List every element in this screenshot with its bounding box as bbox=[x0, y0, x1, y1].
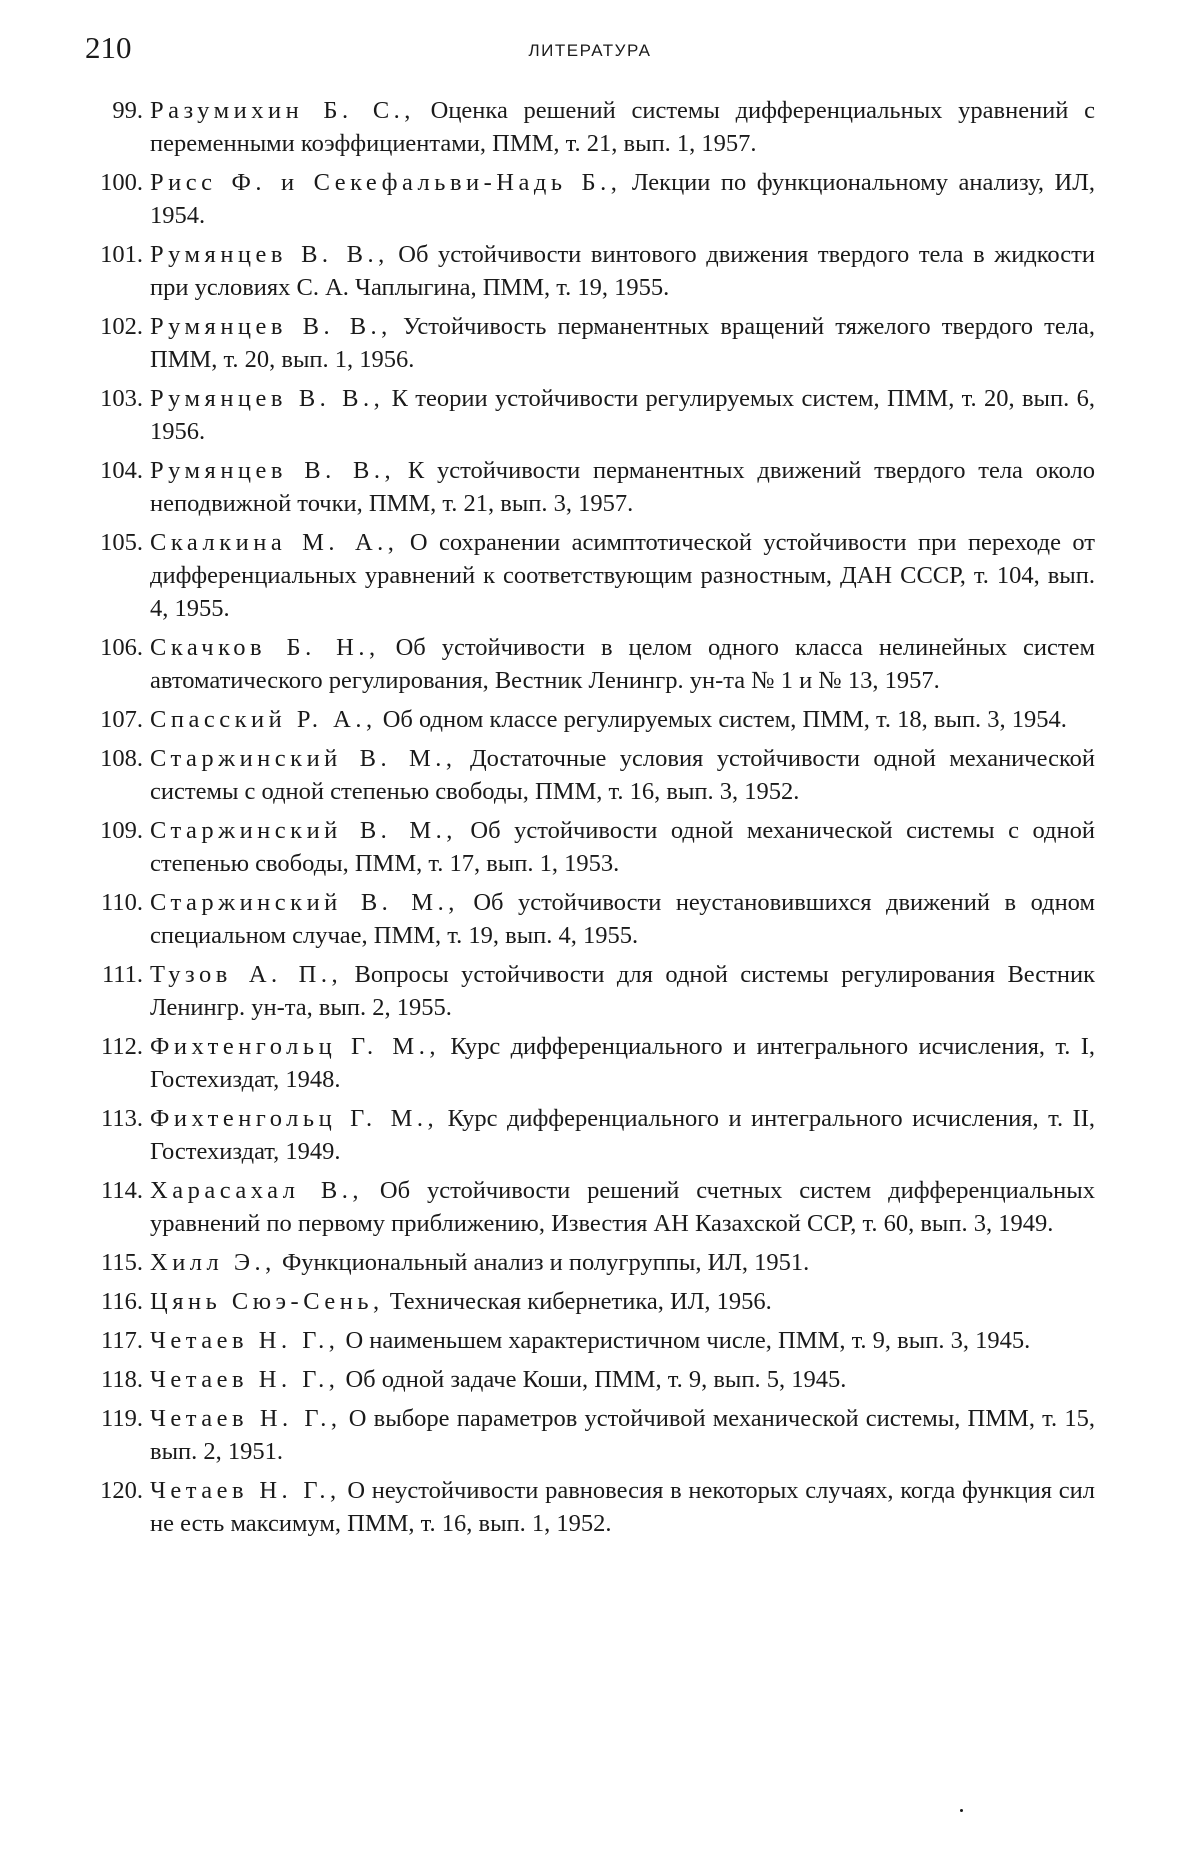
reference-author: Скалкина М. А., bbox=[150, 529, 399, 556]
reference-item bbox=[85, 1402, 1095, 1468]
reference-author: Рисс Ф. и Секефальви-Надь Б., bbox=[150, 169, 622, 196]
reference-item bbox=[85, 526, 1095, 625]
reference-number: 110. bbox=[101, 889, 143, 916]
reference-item bbox=[85, 1324, 1095, 1357]
reference-text: Техническая кибернетика, ИЛ, 1956. bbox=[383, 1288, 772, 1315]
reference-number: 105. bbox=[100, 529, 143, 556]
reference-text: Устойчивость перманентных вращений тяжелого твердого тела, ПММ, т. 20, вып. 1, 1956. bbox=[150, 313, 1095, 373]
reference-number: 102. bbox=[100, 313, 143, 340]
reference-item bbox=[85, 166, 1095, 232]
reference-author: Фихтенгольц Г. М., bbox=[150, 1033, 440, 1060]
reference-author: Румянцев В. В., bbox=[150, 241, 389, 268]
reference-number: 120. bbox=[100, 1477, 143, 1504]
reference-number: 119. bbox=[101, 1405, 143, 1432]
reference-item bbox=[85, 886, 1095, 952]
reference-author: Спасский Р. А., bbox=[150, 706, 377, 733]
reference-text: Лекции по функциональному анализу, ИЛ, 1954. bbox=[150, 169, 1095, 229]
reference-author: Румянцев В. В., bbox=[150, 457, 396, 484]
reference-number: 113. bbox=[101, 1105, 143, 1132]
reference-author: Цянь Сюэ-Сень, bbox=[150, 1288, 384, 1315]
reference-text: О выборе параметров устойчивой механической системы, ПММ, т. 15, вып. 2, 1951. bbox=[150, 1405, 1095, 1465]
reference-text: Об одной задаче Коши, ПММ, т. 9, вып. 5, 1945. bbox=[339, 1366, 847, 1393]
reference-text: Вопросы устойчивости для одной системы регулирования Вестник Ленингр. ун-та, вып. 2, 1955. bbox=[150, 961, 1095, 1021]
reference-author: Румянцев В. В., bbox=[150, 385, 385, 412]
reference-number: 101. bbox=[100, 241, 143, 268]
reference-number: 109. bbox=[100, 817, 143, 844]
reference-list bbox=[85, 94, 1095, 1546]
reference-item bbox=[85, 1030, 1095, 1096]
reference-number: 116. bbox=[101, 1288, 143, 1315]
reference-item bbox=[85, 1363, 1095, 1396]
reference-author: Харасахал В., bbox=[150, 1177, 363, 1204]
reference-text: О сохранении асимптотической устойчивости при переходе от дифференциальных уравнений к соответствующим разностным, ДАН СССР, т. 104, вып. 4, 1955. bbox=[150, 529, 1096, 622]
reference-item bbox=[85, 454, 1095, 520]
reference-item bbox=[85, 1474, 1095, 1540]
reference-author: Четаев Н. Г., bbox=[150, 1405, 342, 1432]
reference-number: 111. bbox=[101, 961, 143, 988]
reference-number: 114. bbox=[101, 1177, 143, 1204]
reference-author: Четаев Н. Г., bbox=[150, 1477, 341, 1504]
reference-number: 99. bbox=[112, 97, 143, 124]
reference-author: Четаев Н. Г., bbox=[150, 1366, 340, 1393]
reference-author: Скачков Б. Н., bbox=[150, 634, 380, 661]
reference-author: Старжинский В. М., bbox=[150, 745, 457, 772]
reference-author: Четаев Н. Г., bbox=[150, 1327, 340, 1354]
reference-author: Фихтенгольц Г. М., bbox=[150, 1105, 439, 1132]
reference-item bbox=[85, 631, 1095, 697]
reference-number: 100. bbox=[100, 169, 143, 196]
page-header bbox=[85, 28, 1095, 72]
reference-text: Достаточные условия устойчивости одной механической системы с одной степенью свободы, ПММ, т. 16, вып. 3, 1952. bbox=[150, 745, 1095, 805]
reference-number: 104. bbox=[100, 457, 143, 484]
reference-text: Курс дифференциального и интегрального исчисления, т. II, Гостехиздат, 1949. bbox=[150, 1105, 1095, 1165]
page-number: 210 bbox=[85, 30, 132, 65]
reference-item bbox=[85, 1102, 1095, 1168]
reference-author: Румянцев В. В., bbox=[150, 313, 392, 340]
reference-text: Об одном классе регулируемых систем, ПММ, т. 18, вып. 3, 1954. bbox=[376, 706, 1067, 733]
reference-text: Об устойчивости решений счетных систем дифференциальных уравнений по первому приближению, Известия АН Казахской ССР, т. 60, вып. 3, 1949. bbox=[150, 1177, 1095, 1237]
reference-item bbox=[85, 1246, 1095, 1279]
reference-text: Функциональный анализ и полугруппы, ИЛ, 1951. bbox=[275, 1249, 810, 1276]
reference-text: Курс дифференциального и интегрального исчисления, т. I, Гостехиздат, 1948. bbox=[150, 1033, 1095, 1093]
reference-item bbox=[85, 742, 1095, 808]
reference-number: 108. bbox=[100, 745, 143, 772]
reference-author: Разумихин Б. С., bbox=[150, 97, 415, 124]
print-speck bbox=[960, 1809, 963, 1812]
reference-item bbox=[85, 814, 1095, 880]
reference-author: Старжинский В. М., bbox=[150, 889, 459, 916]
running-title: ЛИТЕРАТУРА bbox=[528, 41, 652, 60]
reference-author: Тузов А. П., bbox=[150, 961, 343, 988]
reference-item bbox=[85, 958, 1095, 1024]
reference-item bbox=[85, 238, 1095, 304]
reference-item bbox=[85, 703, 1095, 736]
reference-text: Оценка решений системы дифференциальных уравнений с переменными коэффициентами, ПММ, т. 21, вып. 1, 1957. bbox=[150, 97, 1095, 157]
reference-number: 112. bbox=[101, 1033, 143, 1060]
reference-text: О неустойчивости равновесия в некоторых случаях, когда функция сил не есть максимум, ПММ, т. 16, вып. 1, 1952. bbox=[150, 1477, 1096, 1537]
reference-text: К теории устойчивости регулируемых систем, ПММ, т. 20, вып. 6, 1956. bbox=[150, 385, 1095, 445]
reference-text: Об устойчивости одной механической системы с одной степенью свободы, ПММ, т. 17, вып. 1, 1953. bbox=[150, 817, 1095, 877]
reference-author: Старжинский В. М., bbox=[150, 817, 457, 844]
reference-text: Об устойчивости в целом одного класса нелинейных систем автоматического регулирования, Вестник Ленингр. ун-та № 1 и № 13, 1957. bbox=[150, 634, 1096, 694]
reference-number: 118. bbox=[101, 1366, 143, 1393]
reference-text: Об устойчивости винтового движения твердого тела в жидкости при условиях С. А. Чаплыгина, ПММ, т. 19, 1955. bbox=[150, 241, 1095, 301]
reference-item bbox=[85, 310, 1095, 376]
reference-text: О наименьшем характеристичном числе, ПММ, т. 9, вып. 3, 1945. bbox=[339, 1327, 1031, 1354]
reference-number: 115. bbox=[101, 1249, 143, 1276]
reference-item bbox=[85, 382, 1095, 448]
reference-number: 107. bbox=[100, 706, 143, 733]
reference-item bbox=[85, 94, 1095, 160]
reference-number: 103. bbox=[100, 385, 143, 412]
reference-item bbox=[85, 1174, 1095, 1240]
reference-number: 117. bbox=[101, 1327, 143, 1354]
reference-text: К устойчивости перманентных движений твердого тела около неподвижной точки, ПММ, т. 21, вып. 3, 1957. bbox=[150, 457, 1095, 517]
reference-text: Об устойчивости неустановившихся движений в одном специальном случае, ПММ, т. 19, вып. 4, 1955. bbox=[150, 889, 1095, 949]
reference-author: Хилл Э., bbox=[150, 1249, 276, 1276]
reference-item bbox=[85, 1285, 1095, 1318]
reference-number: 106. bbox=[100, 634, 143, 661]
